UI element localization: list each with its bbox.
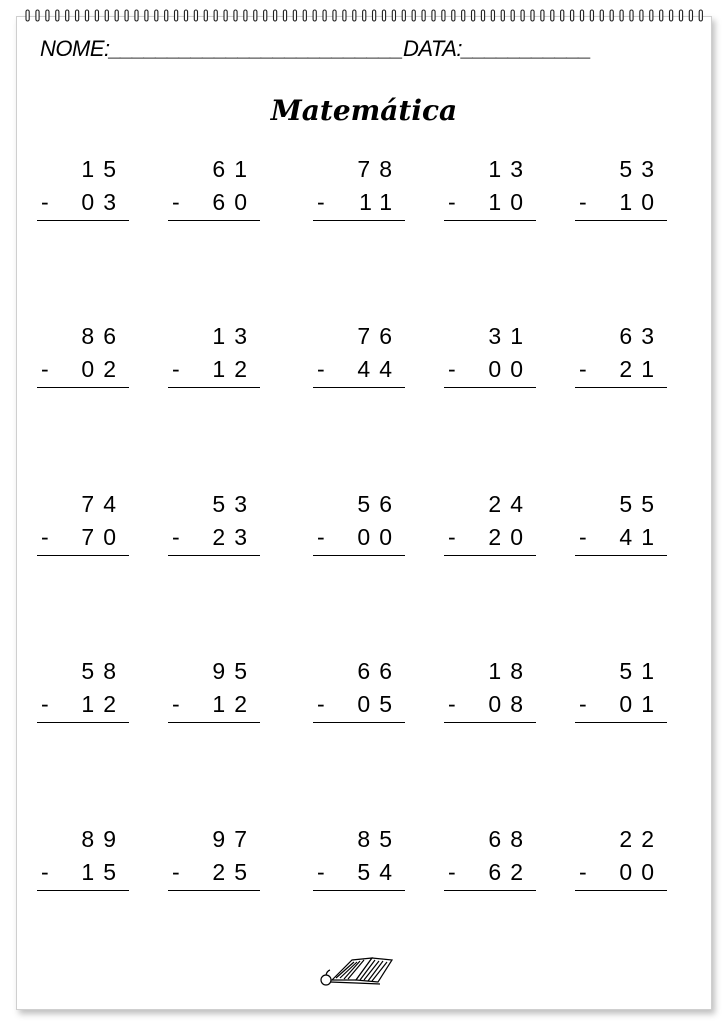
- answer-line[interactable]: [168, 722, 260, 723]
- subtrahend-row: [37, 859, 125, 889]
- subtrahend: 12: [212, 691, 256, 717]
- minuend: 53: [619, 156, 663, 182]
- subtrahend-row: [444, 356, 532, 386]
- answer-line[interactable]: [444, 555, 536, 556]
- subtraction-problem: [37, 156, 129, 236]
- subtraction-problem: [168, 323, 260, 403]
- answer-line[interactable]: [575, 387, 667, 388]
- subtraction-problem: [313, 491, 405, 571]
- subtraction-problem: [37, 658, 129, 738]
- minus-sign: -: [317, 859, 325, 885]
- minuend: 66: [357, 658, 401, 684]
- page-title: Matemática: [270, 94, 458, 127]
- subtrahend-row: [168, 189, 256, 219]
- minuend: 15: [81, 156, 125, 182]
- subtrahend: 44: [357, 356, 401, 382]
- minus-sign: -: [41, 691, 49, 717]
- answer-line[interactable]: [168, 387, 260, 388]
- answer-line[interactable]: [313, 387, 405, 388]
- subtraction-problem: [444, 323, 536, 403]
- subtraction-problem: [575, 658, 667, 738]
- answer-line[interactable]: [37, 722, 129, 723]
- minus-sign: -: [41, 859, 49, 885]
- subtrahend: 21: [619, 356, 663, 382]
- answer-line[interactable]: [168, 220, 260, 221]
- minuend: 85: [357, 826, 401, 852]
- subtrahend-row: [168, 356, 256, 386]
- minuend: 51: [619, 658, 663, 684]
- minuend: 18: [488, 658, 532, 684]
- minus-sign: -: [317, 189, 325, 215]
- answer-line[interactable]: [37, 387, 129, 388]
- subtrahend-row: [444, 691, 532, 721]
- answer-line[interactable]: [575, 890, 667, 891]
- minuend: 89: [81, 826, 125, 852]
- subtrahend: 01: [619, 691, 663, 717]
- minuend: 76: [357, 323, 401, 349]
- subtrahend: 00: [619, 859, 663, 885]
- subtrahend: 41: [619, 524, 663, 550]
- minuend: 97: [212, 826, 256, 852]
- answer-line[interactable]: [575, 722, 667, 723]
- minus-sign: -: [41, 189, 49, 215]
- subtrahend: 12: [212, 356, 256, 382]
- subtrahend: 20: [488, 524, 532, 550]
- minus-sign: -: [317, 524, 325, 550]
- minuend: 13: [488, 156, 532, 182]
- minuend: 31: [488, 323, 532, 349]
- minus-sign: -: [172, 691, 180, 717]
- subtrahend: 23: [212, 524, 256, 550]
- minus-sign: -: [448, 189, 456, 215]
- minus-sign: -: [317, 691, 325, 717]
- subtrahend: 02: [81, 356, 125, 382]
- subtrahend: 03: [81, 189, 125, 215]
- subtraction-problem: [313, 658, 405, 738]
- minus-sign: -: [172, 356, 180, 382]
- minuend: 53: [212, 491, 256, 517]
- subtrahend-row: [168, 859, 256, 889]
- subtraction-problem: [313, 826, 405, 906]
- answer-line[interactable]: [444, 890, 536, 891]
- minus-sign: -: [579, 691, 587, 717]
- minus-sign: -: [172, 859, 180, 885]
- book-apple-icon: [312, 950, 396, 990]
- minuend: 61: [212, 156, 256, 182]
- minus-sign: -: [41, 524, 49, 550]
- minuend: 24: [488, 491, 532, 517]
- subtrahend-row: [313, 691, 401, 721]
- minuend: 78: [357, 156, 401, 182]
- minus-sign: -: [448, 859, 456, 885]
- subtrahend: 54: [357, 859, 401, 885]
- minuend: 13: [212, 323, 256, 349]
- answer-line[interactable]: [444, 387, 536, 388]
- subtrahend-row: [575, 189, 663, 219]
- minuend: 22: [619, 826, 663, 852]
- subtrahend: 62: [488, 859, 532, 885]
- minus-sign: -: [172, 524, 180, 550]
- subtraction-problem: [37, 826, 129, 906]
- subtrahend-row: [575, 524, 663, 554]
- answer-line[interactable]: [313, 555, 405, 556]
- date-field-label[interactable]: DATA:___________: [403, 36, 592, 61]
- subtraction-problem: [37, 491, 129, 571]
- minuend: 63: [619, 323, 663, 349]
- subtrahend: 10: [488, 189, 532, 215]
- minuend: 74: [81, 491, 125, 517]
- subtraction-problem: [168, 826, 260, 906]
- subtrahend-row: [575, 356, 663, 386]
- minuend: 68: [488, 826, 532, 852]
- subtrahend-row: [313, 189, 401, 219]
- subtraction-problem: [168, 658, 260, 738]
- subtraction-problem: [444, 491, 536, 571]
- subtrahend-row: [37, 691, 125, 721]
- subtrahend: 25: [212, 859, 256, 885]
- subtraction-problem: [168, 156, 260, 236]
- subtraction-problem: [444, 658, 536, 738]
- subtraction-problem: [168, 491, 260, 571]
- subtrahend: 05: [357, 691, 401, 717]
- subtraction-problem: [444, 826, 536, 906]
- minuend: 86: [81, 323, 125, 349]
- subtrahend: 10: [619, 189, 663, 215]
- answer-line[interactable]: [168, 890, 260, 891]
- subtraction-problem: [575, 826, 667, 906]
- minus-sign: -: [579, 189, 587, 215]
- answer-line[interactable]: [313, 890, 405, 891]
- minus-sign: -: [448, 356, 456, 382]
- answer-line[interactable]: [313, 722, 405, 723]
- minuend: 58: [81, 658, 125, 684]
- subtrahend-row: [37, 524, 125, 554]
- minuend: 95: [212, 658, 256, 684]
- minus-sign: -: [448, 524, 456, 550]
- minus-sign: -: [579, 524, 587, 550]
- subtrahend-row: [444, 859, 532, 889]
- subtrahend-row: [444, 189, 532, 219]
- answer-line[interactable]: [444, 220, 536, 221]
- subtrahend: 08: [488, 691, 532, 717]
- answer-line[interactable]: [168, 555, 260, 556]
- minuend: 55: [619, 491, 663, 517]
- subtrahend: 00: [357, 524, 401, 550]
- answer-line[interactable]: [37, 555, 129, 556]
- subtraction-problem: [313, 156, 405, 236]
- header: [40, 36, 670, 66]
- minuend: 56: [357, 491, 401, 517]
- subtrahend: 12: [81, 691, 125, 717]
- subtraction-problem: [444, 156, 536, 236]
- subtrahend: 15: [81, 859, 125, 885]
- subtrahend: 60: [212, 189, 256, 215]
- subtrahend-row: [168, 691, 256, 721]
- subtraction-problem: [37, 323, 129, 403]
- minus-sign: -: [448, 691, 456, 717]
- answer-line[interactable]: [444, 722, 536, 723]
- subtrahend-row: [37, 356, 125, 386]
- subtraction-problem: [575, 156, 667, 236]
- subtrahend-row: [313, 524, 401, 554]
- subtrahend-row: [313, 356, 401, 386]
- subtrahend-row: [168, 524, 256, 554]
- spiral-binding-icon: [22, 6, 706, 28]
- minus-sign: -: [317, 356, 325, 382]
- subtraction-problem: [575, 491, 667, 571]
- subtrahend: 11: [359, 189, 401, 215]
- subtrahend-row: [575, 859, 663, 889]
- subtrahend-row: [575, 691, 663, 721]
- minus-sign: -: [41, 356, 49, 382]
- subtrahend-row: [444, 524, 532, 554]
- subtrahend: 00: [488, 356, 532, 382]
- subtrahend-row: [313, 859, 401, 889]
- subtrahend: 70: [81, 524, 125, 550]
- name-field-label[interactable]: NOME:_________________________: [40, 36, 403, 61]
- subtraction-problem: [313, 323, 405, 403]
- minus-sign: -: [579, 859, 587, 885]
- minus-sign: -: [579, 356, 587, 382]
- answer-line[interactable]: [37, 890, 129, 891]
- subtraction-problem: [575, 323, 667, 403]
- answer-line[interactable]: [313, 220, 405, 221]
- answer-line[interactable]: [575, 220, 667, 221]
- minus-sign: -: [172, 189, 180, 215]
- answer-line[interactable]: [37, 220, 129, 221]
- answer-line[interactable]: [575, 555, 667, 556]
- subtrahend-row: [37, 189, 125, 219]
